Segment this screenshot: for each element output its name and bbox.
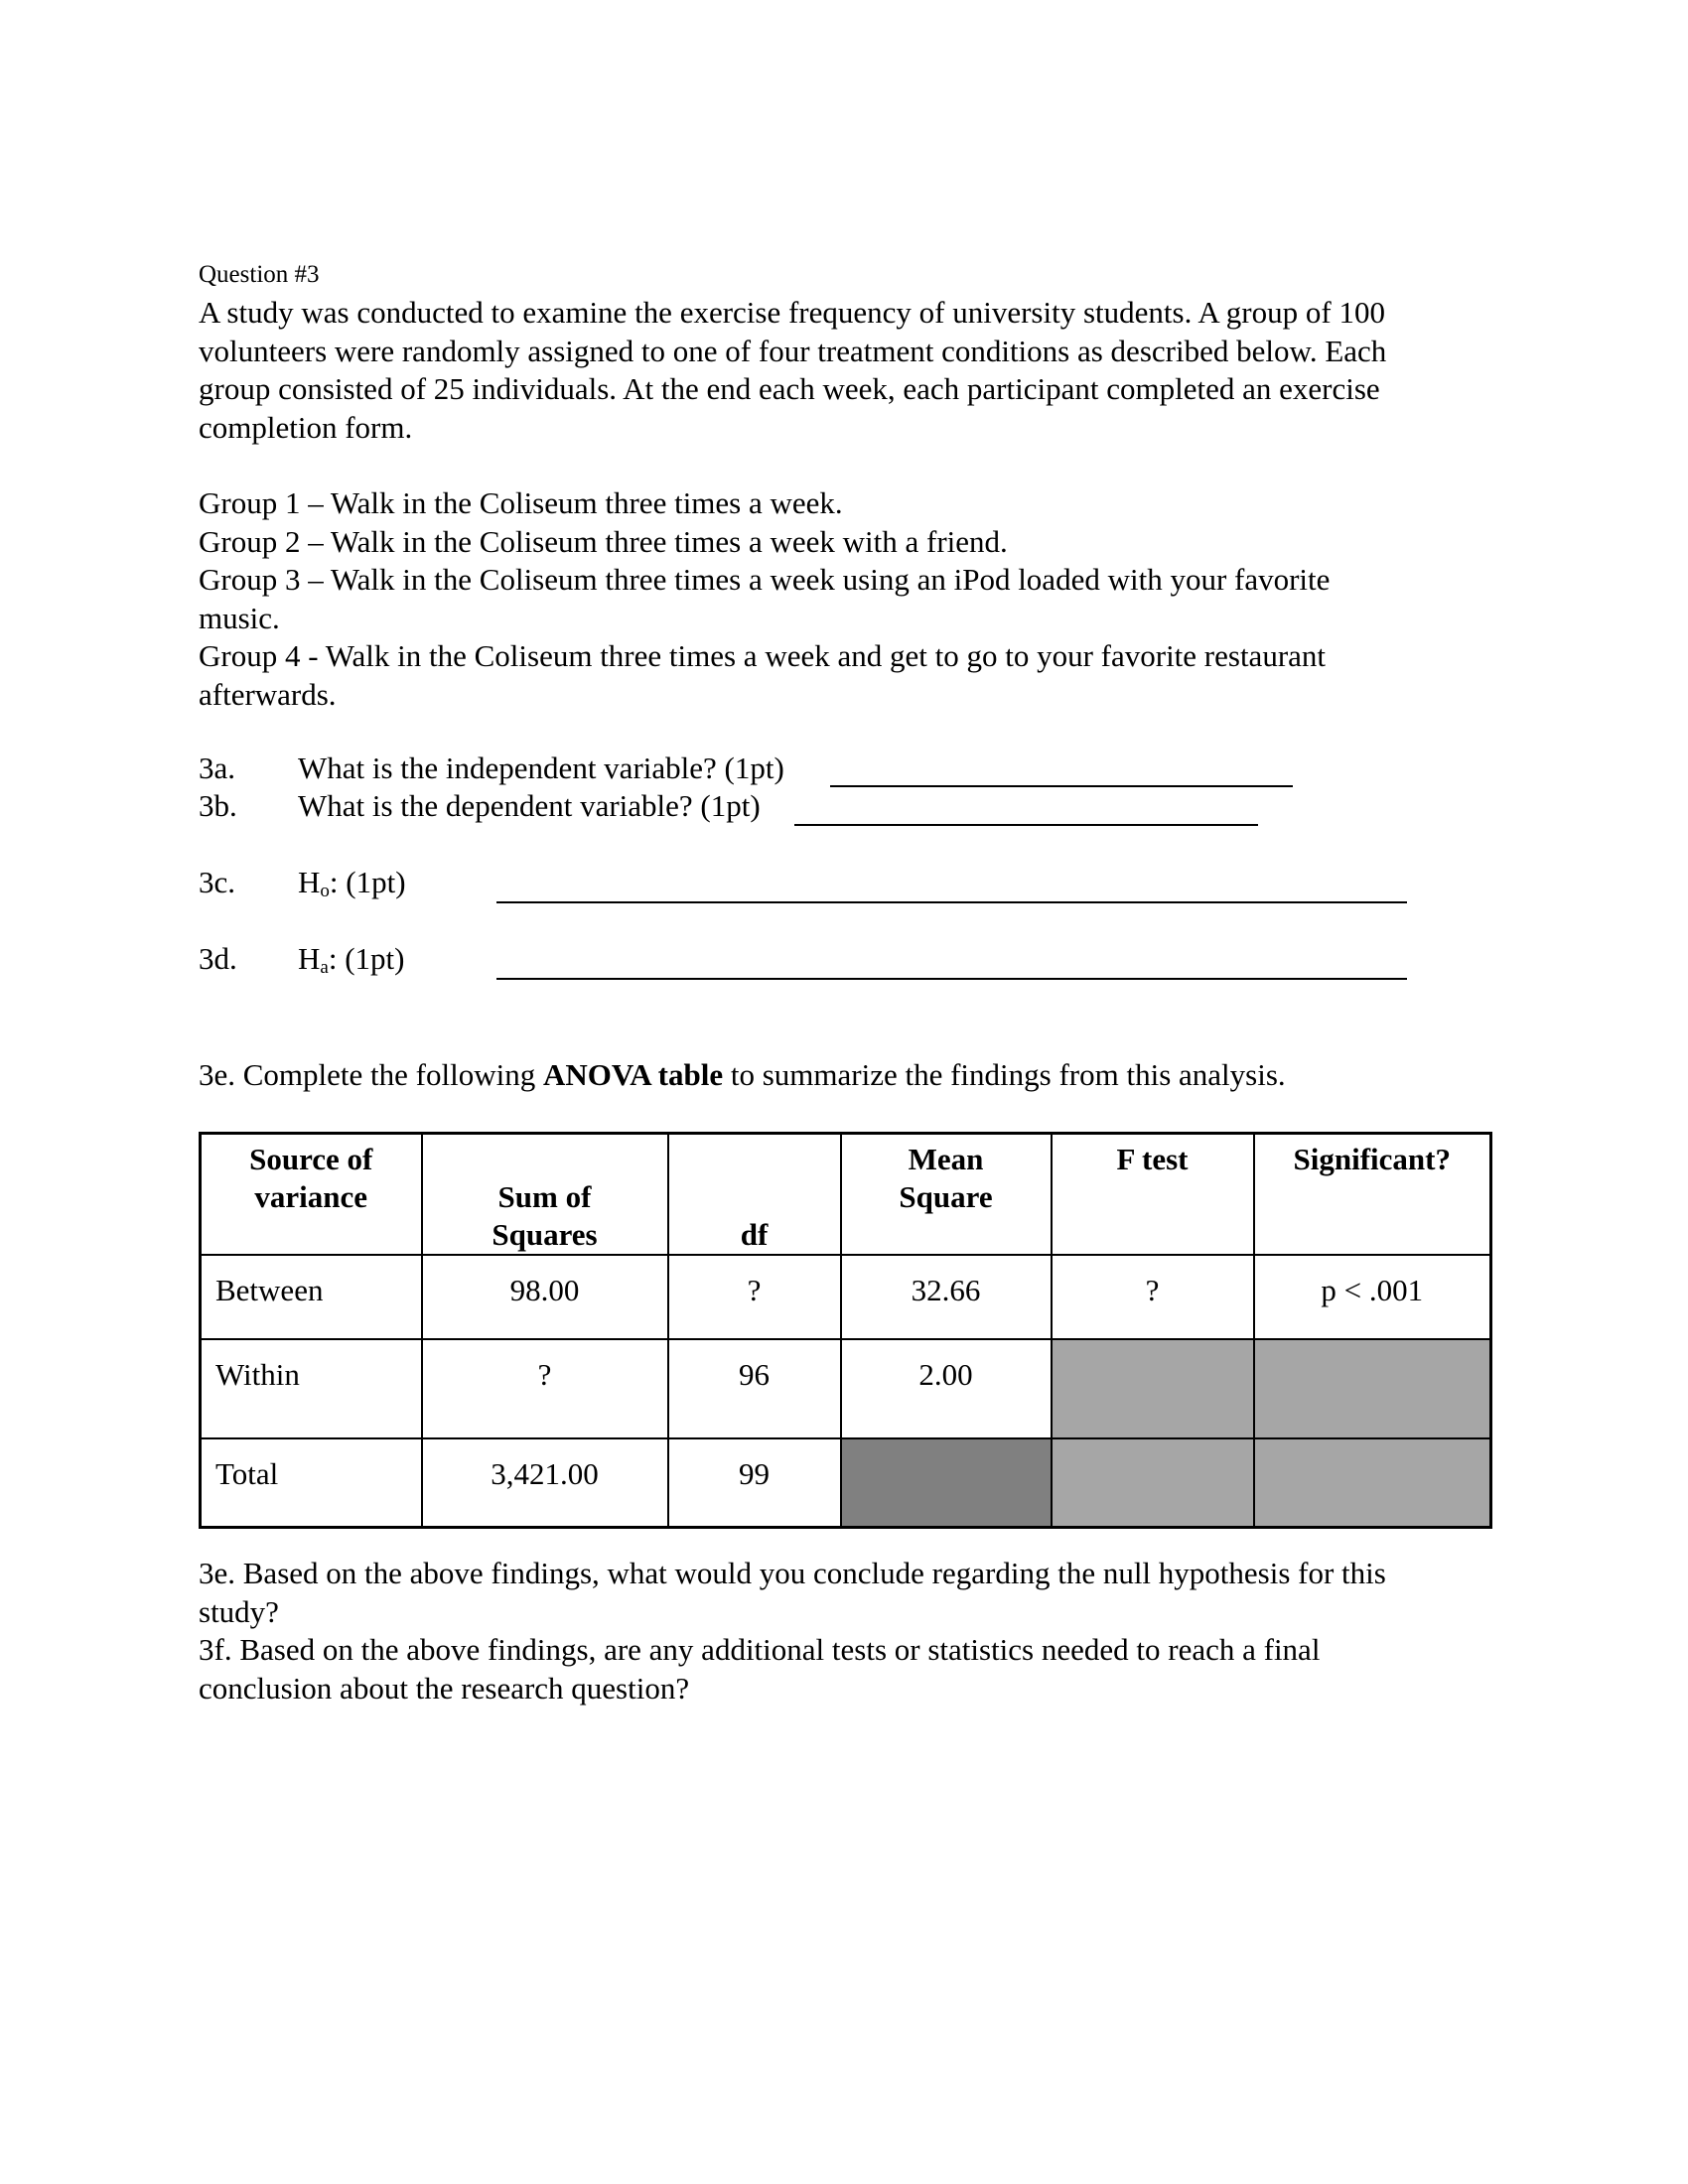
header-line: Source of bbox=[249, 1142, 373, 1176]
cell-significant-shaded bbox=[1254, 1339, 1491, 1438]
group-4-line-cont: afterwards. bbox=[199, 676, 337, 712]
question-3d-number: 3d. bbox=[199, 941, 237, 976]
null-hypothesis-label bbox=[298, 864, 406, 910]
question-label: Question #3 bbox=[199, 261, 320, 288]
cell-sum-of-squares[interactable]: ? bbox=[422, 1339, 668, 1438]
h-symbol: H bbox=[298, 941, 321, 976]
question-3a-number: 3a. bbox=[199, 751, 236, 785]
header-row bbox=[201, 1134, 1491, 1256]
header-df bbox=[668, 1134, 841, 1256]
cell-f-test-shaded bbox=[1052, 1339, 1254, 1438]
cell-f-test[interactable]: ? bbox=[1052, 1255, 1254, 1339]
instructions-bold: ANOVA table bbox=[542, 1057, 724, 1092]
points-text: : (1pt) bbox=[328, 941, 405, 976]
cell-sum-of-squares[interactable]: 3,421.00 bbox=[422, 1438, 668, 1527]
table-row-total bbox=[201, 1438, 1491, 1527]
question-3f-line: 3f. Based on the above findings, are any additional tests or statistics needed to reach a final bbox=[199, 1632, 1321, 1667]
cell-mean-square[interactable]: 2.00 bbox=[841, 1339, 1052, 1438]
instructions-prefix: 3e. Complete the following bbox=[199, 1057, 543, 1092]
header-line: Mean bbox=[908, 1142, 984, 1176]
description-line: A study was conducted to examine the exercise frequency of university students. A group of 100 bbox=[199, 295, 1385, 330]
h-subscript: a bbox=[320, 957, 329, 978]
cell-df[interactable]: 99 bbox=[668, 1438, 841, 1527]
cell-source: Between bbox=[201, 1255, 422, 1339]
header-mean-square bbox=[841, 1134, 1052, 1256]
h-subscript: o bbox=[320, 881, 330, 901]
answer-3d-blank[interactable] bbox=[496, 978, 1407, 980]
alt-hypothesis-label bbox=[298, 940, 404, 987]
points-text: : (1pt) bbox=[329, 865, 406, 899]
cell-mean-square[interactable]: 32.66 bbox=[841, 1255, 1052, 1339]
header-line: df bbox=[740, 1217, 769, 1252]
question-3f-line-cont: conclusion about the research question? bbox=[199, 1670, 690, 1706]
followup-questions bbox=[199, 1555, 1386, 1707]
header-line: Sum of bbox=[497, 1179, 592, 1214]
header-line: Square bbox=[899, 1179, 993, 1214]
question-3e-followup-line-cont: study? bbox=[199, 1593, 279, 1629]
header-sum-of-squares bbox=[422, 1134, 668, 1256]
group-3-line: Group 3 – Walk in the Coliseum three times a week using an iPod loaded with your favorite bbox=[199, 562, 1331, 597]
question-3c-number: 3c. bbox=[199, 865, 236, 899]
cell-df[interactable]: 96 bbox=[668, 1339, 841, 1438]
question-3a-text: What is the independent variable? (1pt) bbox=[298, 751, 784, 785]
cell-significant-shaded bbox=[1254, 1438, 1491, 1527]
cell-sum-of-squares[interactable]: 98.00 bbox=[422, 1255, 668, 1339]
anova-table bbox=[199, 1132, 1492, 1529]
cell-source: Within bbox=[201, 1339, 422, 1438]
header-line: Significant? bbox=[1293, 1142, 1451, 1176]
question-3b-number: 3b. bbox=[199, 788, 237, 823]
anova-instructions bbox=[199, 1056, 1286, 1095]
cell-df[interactable]: ? bbox=[668, 1255, 841, 1339]
description-line: group consisted of 25 individuals. At the end each week, each participant completed an exercise bbox=[199, 371, 1380, 406]
question-3e-followup-line: 3e. Based on the above findings, what would you conclude regarding the null hypothesis for this bbox=[199, 1556, 1386, 1590]
header-significant bbox=[1254, 1134, 1491, 1256]
table-row-within bbox=[201, 1339, 1491, 1438]
cell-f-test-shaded bbox=[1052, 1438, 1254, 1527]
description-line: completion form. bbox=[199, 409, 413, 445]
header-source-of-variance bbox=[201, 1134, 422, 1256]
answer-3b-blank[interactable] bbox=[794, 824, 1258, 826]
group-1-line: Group 1 – Walk in the Coliseum three times a week. bbox=[199, 485, 843, 520]
cell-source: Total bbox=[201, 1438, 422, 1527]
header-line: F test bbox=[1116, 1142, 1189, 1176]
header-line: variance bbox=[254, 1179, 368, 1214]
instructions-suffix: to summarize the findings from this analysis. bbox=[723, 1057, 1286, 1092]
question-3b-text: What is the dependent variable? (1pt) bbox=[298, 788, 761, 823]
study-description bbox=[199, 294, 1509, 447]
group-4-line: Group 4 - Walk in the Coliseum three times a week and get to go to your favorite restaurant bbox=[199, 638, 1327, 673]
header-line: Squares bbox=[492, 1217, 598, 1252]
description-line: volunteers were randomly assigned to one of four treatment conditions as described below. Each bbox=[199, 333, 1387, 368]
answer-3c-blank[interactable] bbox=[496, 901, 1407, 903]
answer-3a-blank[interactable] bbox=[830, 785, 1293, 787]
cell-significant[interactable]: p < .001 bbox=[1254, 1255, 1491, 1339]
group-3-line-cont: music. bbox=[199, 600, 280, 635]
group-list bbox=[199, 484, 1330, 714]
h-symbol: H bbox=[298, 865, 321, 899]
header-f-test bbox=[1052, 1134, 1254, 1256]
group-2-line: Group 2 – Walk in the Coliseum three times a week with a friend. bbox=[199, 523, 1008, 559]
table-row-between bbox=[201, 1255, 1491, 1339]
cell-mean-square-shaded bbox=[841, 1438, 1052, 1527]
